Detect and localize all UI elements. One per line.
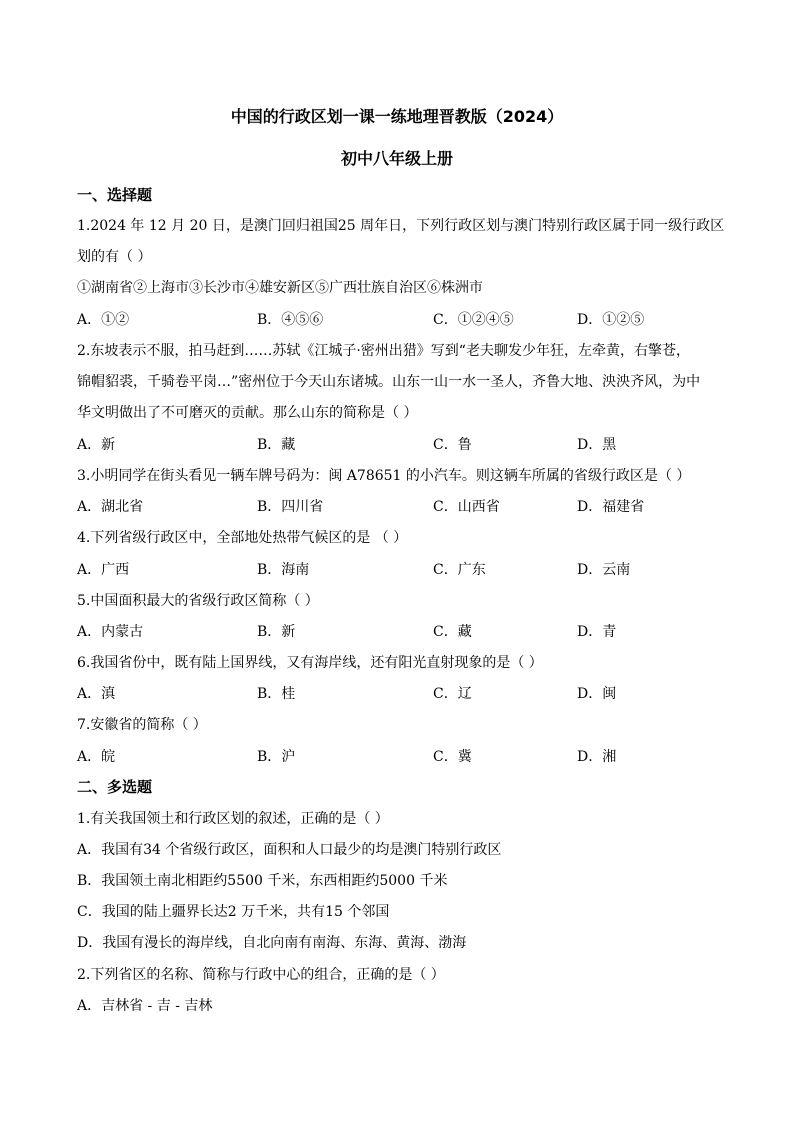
multi-question-1-option-b[interactable]: B．我国领土南北相距约5500 千米，东西相距约5000 千米	[77, 873, 448, 889]
page-subtitle: 初中八年级上册	[340, 149, 453, 168]
question-4-option-c[interactable]: C．广东	[433, 562, 486, 578]
question-2-stem-line-2: 锦帽貂裘，千骑卷平岗…”密州位于今天山东诸城。山东一山一水一圣人，齐鲁大地、泱泱齐风，为中	[77, 374, 701, 390]
question-5-option-b[interactable]: B．新	[257, 624, 296, 640]
question-1-option-d[interactable]: D．①②⑤	[577, 312, 645, 328]
multi-question-1-option-a[interactable]: A．我国有34 个省级行政区，面积和人口最少的均是澳门特别行政区	[77, 842, 502, 858]
question-5-option-a[interactable]: A．内蒙古	[77, 624, 144, 640]
section-heading-single-choice: 一、选择题	[77, 186, 153, 204]
question-4-stem: 4.下列省级行政区中，全部地处热带气候区的是 （ ）	[77, 530, 408, 546]
question-3-option-d[interactable]: D．福建省	[577, 499, 645, 515]
question-6-option-d[interactable]: D．闽	[577, 686, 617, 702]
page-title: 中国的行政区划一课一练地理晋教版（2024）	[230, 107, 564, 126]
question-4-option-b[interactable]: B．海南	[257, 562, 310, 578]
multi-question-1-option-c[interactable]: C．我国的陆上疆界长达2 万千米，共有15 个邻国	[77, 904, 390, 920]
question-6-option-b[interactable]: B．桂	[257, 686, 296, 702]
question-1-option-c[interactable]: C．①②④⑤	[433, 312, 514, 328]
question-1-items: ①湖南省②上海市③长沙市④雄安新区⑤广西壮族自治区⑥株洲市	[77, 280, 483, 296]
multi-question-2-option-a[interactable]: A．吉林省 - 吉 - 吉林	[77, 998, 213, 1014]
question-7-option-d[interactable]: D．湘	[577, 749, 617, 765]
question-5-option-d[interactable]: D．青	[577, 624, 617, 640]
question-3-option-a[interactable]: A．湖北省	[77, 499, 144, 515]
question-6-stem: 6.我国省份中，既有陆上国界线，又有海岸线，还有阳光直射现象的是（ ）	[77, 655, 543, 671]
question-7-option-c[interactable]: C．冀	[433, 749, 472, 765]
question-6-option-a[interactable]: A．滇	[77, 686, 116, 702]
question-1-stem-continued: 划的有（ ）	[77, 249, 152, 265]
question-1-stem: 1.2024 年 12 月 20 日，是澳门回归祖国25 周年日，下列行政区划与澳门特别行政区属于同一级行政区	[77, 218, 725, 234]
question-3-stem: 3.小明同学在街头看见一辆车牌号码为：闽 A78651 的小汽车。则这辆车所属的省级行政区是（ ）	[77, 468, 691, 484]
multi-question-1-stem: 1.有关我国领土和行政区划的叙述，正确的是（ ）	[77, 811, 389, 827]
section-heading-multiple-choice: 二、多选题	[77, 778, 153, 796]
question-3-option-c[interactable]: C．山西省	[433, 499, 500, 515]
question-7-option-b[interactable]: B．沪	[257, 749, 296, 765]
question-1-option-a[interactable]: A．①②	[77, 312, 130, 328]
question-3-option-b[interactable]: B．四川省	[257, 499, 324, 515]
question-4-option-a[interactable]: A．广西	[77, 562, 130, 578]
question-6-option-c[interactable]: C．辽	[433, 686, 472, 702]
question-2-option-b[interactable]: B．藏	[257, 437, 296, 453]
question-4-option-d[interactable]: D．云南	[577, 562, 631, 578]
question-2-option-a[interactable]: A．新	[77, 437, 116, 453]
multi-question-1-option-d[interactable]: D．我国有漫长的海岸线，自北向南有南海、东海、黄海、渤海	[77, 935, 467, 951]
question-2-stem-line-3: 华文明做出了不可磨灭的贡献。那么山东的简称是（ ）	[77, 405, 418, 421]
question-7-option-a[interactable]: A．皖	[77, 749, 116, 765]
question-1-option-b[interactable]: B．④⑤⑥	[257, 312, 324, 328]
multi-question-2-stem: 2.下列省区的名称、简称与行政中心的组合，正确的是（ ）	[77, 967, 445, 983]
question-2-option-c[interactable]: C．鲁	[433, 437, 472, 453]
question-5-option-c[interactable]: C．藏	[433, 624, 472, 640]
question-2-option-d[interactable]: D．黑	[577, 437, 617, 453]
question-2-stem: 2.东坡表示不服，拍马赶到……苏轼《江城子·密州出猎》写到“老夫聊发少年狂，左牵黄，右擎苍，	[77, 343, 690, 359]
question-7-stem: 7.安徽省的简称（ ）	[77, 717, 207, 733]
question-5-stem: 5.中国面积最大的省级行政区简称（ ）	[77, 593, 319, 609]
